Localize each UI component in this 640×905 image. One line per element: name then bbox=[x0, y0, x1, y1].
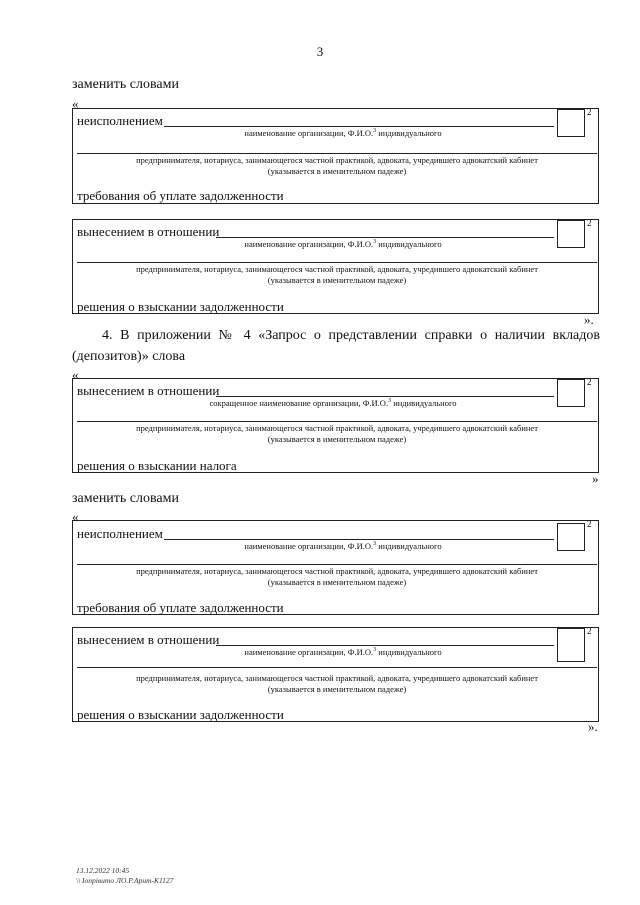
close-quote: ». bbox=[588, 719, 598, 734]
field-hint-continued: предпринимателя, нотариуса, занимающегося частной практикой, адвоката, учредившего адвокатский кабинет bbox=[136, 264, 538, 274]
replace-with-heading: заменить словами bbox=[72, 491, 179, 506]
form-lead-text: вынесением в отношении bbox=[77, 224, 220, 239]
code-box[interactable] bbox=[557, 379, 585, 407]
code-box-superscript: 2 bbox=[587, 107, 592, 117]
open-quote: « bbox=[72, 367, 79, 382]
code-box-superscript: 2 bbox=[587, 519, 592, 529]
field-hint-case: (указывается в именительном падеже) bbox=[267, 434, 407, 444]
code-box-superscript: 2 bbox=[587, 218, 592, 228]
close-quote: ». bbox=[584, 312, 594, 327]
footer-document-ref: \\ Іопрівито ЛО.Р.Арит-К1127 bbox=[76, 876, 174, 885]
field-hint: сокращенное наименование организации, Ф.И.О.$^3$ индивидуального bbox=[209, 397, 457, 408]
field-hint-case: (указывается в именительном падеже) bbox=[267, 577, 407, 587]
form-lead-text: вынесением в отношении bbox=[77, 632, 220, 647]
form-lead-text: вынесением в отношении bbox=[77, 383, 220, 398]
form-tail-text: решения о взыскании налога bbox=[77, 458, 237, 473]
field-hint: наименование организации, Ф.И.О.$^3$ индивидуального bbox=[244, 540, 442, 551]
field-hint: наименование организации, Ф.И.О.$^3$ индивидуального bbox=[244, 127, 442, 138]
field-hint-case: (указывается в именительном падеже) bbox=[267, 166, 407, 176]
form-tail-text: решения о взыскании задолженности bbox=[77, 707, 284, 722]
form-block-1 bbox=[72, 108, 599, 204]
field-hint-case: (указывается в именительном падеже) bbox=[267, 684, 407, 694]
fill-line[interactable] bbox=[77, 153, 597, 154]
close-quote: » bbox=[592, 471, 599, 486]
form-block-3 bbox=[72, 378, 599, 473]
form-tail-text: требования об уплате задолженности bbox=[77, 188, 284, 203]
form-block-2 bbox=[72, 219, 599, 314]
field-hint: наименование организации, Ф.И.О.$^3$ индивидуального bbox=[244, 646, 442, 657]
form-block-5 bbox=[72, 627, 599, 722]
open-quote: « bbox=[72, 509, 79, 524]
fill-line[interactable] bbox=[77, 262, 597, 263]
code-box[interactable] bbox=[557, 109, 585, 137]
page-number: 3 bbox=[316, 44, 324, 59]
open-quote: « bbox=[72, 96, 79, 111]
fill-line[interactable] bbox=[77, 421, 597, 422]
field-hint: наименование организации, Ф.И.О.$^3$ индивидуального bbox=[244, 238, 442, 249]
code-box[interactable] bbox=[557, 628, 585, 662]
form-lead-text: неисполнением bbox=[77, 113, 163, 128]
code-box-superscript: 2 bbox=[587, 377, 592, 387]
footer-timestamp: 13.12.2022 10:45 bbox=[76, 866, 130, 875]
form-block-4 bbox=[72, 520, 599, 615]
code-box[interactable] bbox=[557, 523, 585, 551]
fill-line[interactable] bbox=[77, 667, 597, 668]
replace-with-heading: заменить словами bbox=[72, 77, 179, 92]
form-lead-text: неисполнением bbox=[77, 526, 163, 541]
code-box[interactable] bbox=[557, 220, 585, 248]
paragraph-4: 4. В приложении № 4 «Запрос о представлении справки о наличии вкладов (депозитов)» слова bbox=[72, 328, 600, 364]
form-tail-text: решения о взыскании задолженности bbox=[77, 299, 284, 314]
field-hint-continued: предпринимателя, нотариуса, занимающегося частной практикой, адвоката, учредившего адвокатский кабинет bbox=[136, 423, 538, 433]
field-hint-continued: предпринимателя, нотариуса, занимающегося частной практикой, адвоката, учредившего адвокатский кабинет bbox=[136, 155, 538, 165]
field-hint-continued: предпринимателя, нотариуса, занимающегося частной практикой, адвоката, учредившего адвокатский кабинет bbox=[136, 673, 538, 683]
field-hint-continued: предпринимателя, нотариуса, занимающегося частной практикой, адвоката, учредившего адвокатский кабинет bbox=[136, 566, 538, 576]
fill-line[interactable] bbox=[77, 564, 597, 565]
field-hint-case: (указывается в именительном падеже) bbox=[267, 275, 407, 285]
form-tail-text: требования об уплате задолженности bbox=[77, 600, 284, 615]
code-box-superscript: 2 bbox=[587, 626, 592, 636]
